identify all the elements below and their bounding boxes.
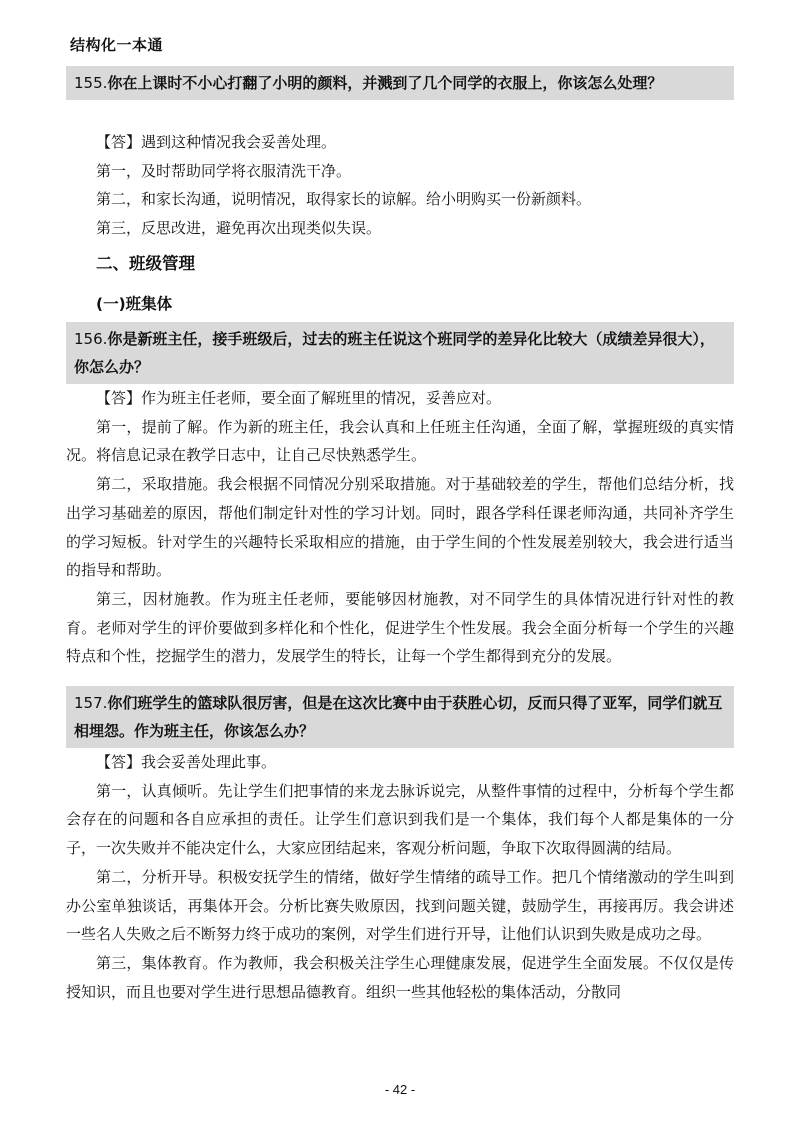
question-155 — [66, 66, 734, 100]
page-number: - 42 - — [384, 1082, 416, 1097]
answer-paragraph: 第一，认真倾听。先让学生们把事情的来龙去脉诉说完，从整件事情的过程中，分析每个学生都会存在的问题和各自应承担的责任。让学生们意识到我们是一个集体，我们每个人都是集体的一分子，一次失败并不能决定什么，大家应团结起来，客观分析问题，争取下次取得圆满的结局。 — [66, 781, 734, 858]
question-number: 155. — [74, 74, 108, 92]
page-header-title: 结构化一本通 — [70, 36, 164, 54]
question-text: 你是新班主任，接手班级后，过去的班主任说这个班同学的差异化比较大（成绩差异很大），你怎么办？ — [74, 330, 715, 376]
answer-paragraph: 第二，分析开导。积极安抚学生的情绪，做好学生情绪的疏导工作。把几个情绪激动的学生叫到办公室单独谈话，再集体开会。分析比赛失败原因，找到问题关键，鼓励学生，再接再厉。我会讲述一些名人失败之后不断努力终于成功的案例，对学生们进行开导，让他们认识到失败是成功之母。 — [66, 867, 734, 944]
answer-paragraph: 第一，及时帮助同学将衣服清洗干净。 — [96, 161, 352, 180]
subsection-heading: (一)班集体 — [96, 295, 173, 313]
answer-paragraph: 【答】遇到这种情况我会妥善处理。 — [96, 133, 337, 151]
question-text: 你们班学生的篮球队很厉害，但是在这次比赛中由于获胜心切，反而只得了亚军，同学们就互相埋怨。作为班主任，你该怎么办？ — [74, 694, 723, 740]
answer-156 — [66, 384, 734, 671]
answer-paragraph: 第三，反思改进，避免再次出现类似失误。 — [96, 219, 382, 238]
question-number: 156. — [74, 330, 108, 348]
section-heading: 二、班级管理 — [96, 254, 195, 273]
answer-155 — [66, 128, 734, 243]
answer-paragraph: 【答】作为班主任老师，要全面了解班里的情况，妥善应对。 — [96, 389, 502, 407]
answer-paragraph: 第二，采取措施。我会根据不同情况分别采取措施。对于基础较差的学生，帮他们总结分析，找出学习基础差的原因，帮他们制定针对性的学习计划。同时，跟各学科任课老师沟通，共同补齐学生的学习短板。针对学生的兴趣特长采取相应的措施，由于学生间的个性发展差别较大，我会进行适当的指导和帮助。 — [66, 475, 734, 580]
answer-paragraph: 第二，和家长沟通，说明情况，取得家长的谅解。给小明购买一份新颜料。 — [96, 190, 592, 209]
question-157 — [66, 686, 734, 748]
question-number: 157. — [74, 694, 108, 712]
answer-paragraph: 第一，提前了解。作为新的班主任，我会认真和上任班主任沟通，全面了解，掌握班级的真实情况。将信息记录在教学日志中，让自己尽快熟悉学生。 — [66, 417, 734, 465]
answer-paragraph: 【答】我会妥善处理此事。 — [96, 753, 277, 771]
answer-paragraph: 第三，因材施教。作为班主任老师，要能够因材施教，对不同学生的具体情况进行针对性的教育。老师对学生的评价要做到多样化和个性化，促进学生个性发展。我会全面分析每一个学生的兴趣特点和个性，挖掘学生的潜力，发展学生的特长，让每一个学生都得到充分的发展。 — [66, 589, 734, 666]
question-text: 你在上课时不小心打翻了小明的颜料，并溅到了几个同学的衣服上，你该怎么处理？ — [107, 74, 663, 92]
answer-paragraph: 第三，集体教育。作为教师，我会积极关注学生心理健康发展，促进学生全面发展。不仅仅是传授知识，而且也要对学生进行思想品德教育。组织一些其他轻松的集体活动，分散同 — [66, 953, 734, 1001]
question-156 — [66, 322, 734, 384]
answer-157 — [66, 748, 734, 1006]
